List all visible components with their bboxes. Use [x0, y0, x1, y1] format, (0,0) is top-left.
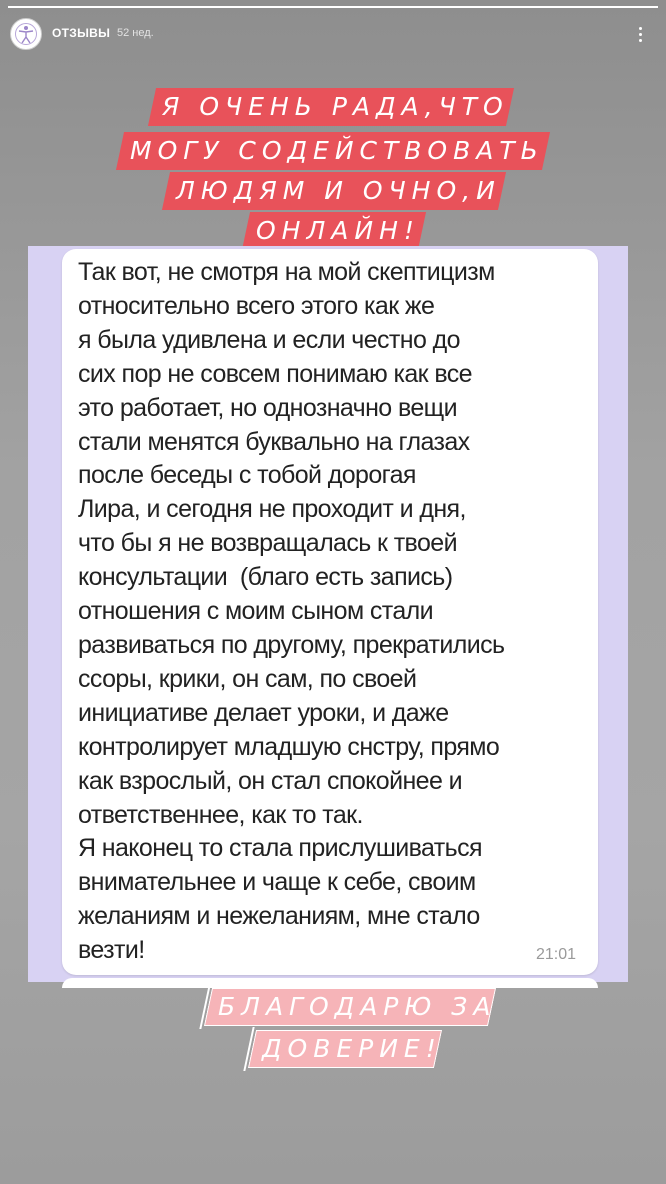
caption-top-line-3: ЛЮДЯМ И ОЧНО,И: [162, 172, 506, 210]
caption-bottom-line-1: БЛАГОДАРЮ ЗА: [204, 988, 496, 1026]
account-name[interactable]: ОТЗЫВЫ: [52, 26, 111, 40]
next-message-bubble-edge: [62, 978, 598, 988]
story-progress-bar: [8, 6, 658, 8]
posted-ago: 52 нед.: [117, 27, 154, 39]
progress-fill: [8, 6, 658, 8]
message-time: 21:01: [536, 946, 577, 963]
caption-top-line-1: Я ОЧЕНЬ РАДА,ЧТО: [148, 88, 514, 126]
message-text: Так вот, не смотря на мой скептицизм относительно всего этого как же я была удивлена и если честно до сих пор не совсем понимаю как все это работает, но однозначно вещи стали менятся буквально на глазах после беседы с тобой дорогая Лира, и сегодня не проходит и дня, что бы я не возвращалась к твоей консультации (благо есть запись) отношения с моим сыном стали развиваться по другому, прекратились ссоры, крики, он сам, по своей инициативе делает уроки, и даже контролирует младшую снстру, прямо как взрослый, он стал спокойнее и ответственнее, как то так. Я наконец то стала прислушиваться внимательнее и чаще к себе, своим желаниям и нежеланиям, мне стало везти!: [78, 258, 505, 965]
story-header: [0, 14, 666, 54]
caption-top-line-4: ОНЛАЙН!: [242, 212, 426, 250]
more-vertical-icon[interactable]: [628, 22, 652, 48]
avatar[interactable]: [10, 18, 42, 50]
human-figure-icon: [14, 22, 38, 46]
caption-top-line-2: МОГУ СОДЕЙСТВОВАТЬ: [116, 132, 550, 170]
caption-bottom-line-2: ДОВЕРИЕ!: [248, 1030, 442, 1068]
